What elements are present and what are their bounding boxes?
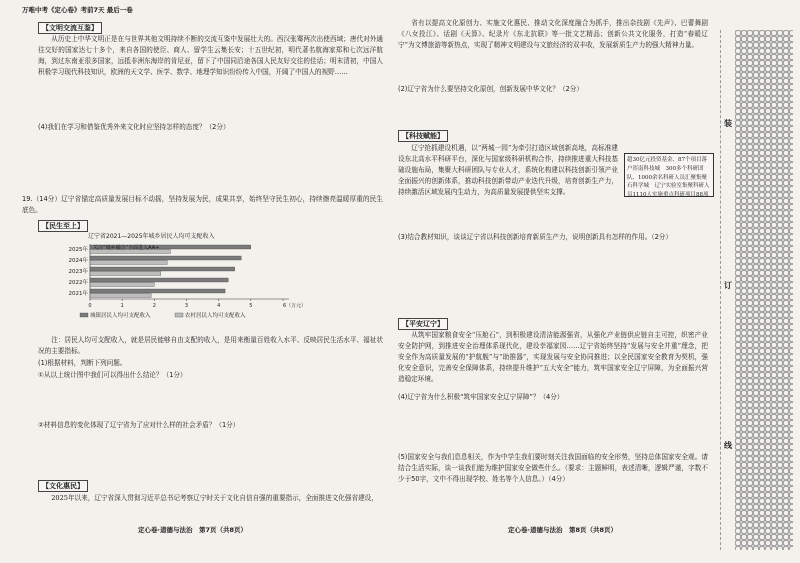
legend-swatch-urban (80, 313, 88, 317)
chart-note: 注：居民人均可支配收入，就是居民能够自由支配的收入，是用来衡量百姓收入水平、反映居民生活水平、福祉状况的主要指标。 (38, 336, 383, 355)
x-tick-label-0: 0 (88, 303, 92, 309)
culture-exchange-paragraph: 从历史上中华文明正是在与世界其他文明持续不断的交流互鉴中发展壮大的。西汉张骞两次出使西域；唐代对外通往交好的国家达七十多个，来自各国的使臣、商人、留学生云集长安；十五世纪初，明代著名航海家郑和七次远洋航海，到过东南亚很多国家，远抵非洲东海岸的肯尼亚，留下了中国同沿途各国人民友好交往的佳话；明末清初，中国人积极学习现代科技知识，欧洲的天文学、医学、数学、地理学知识纷纷传入中国，开阔了中国人的视野…… (38, 35, 383, 76)
binding-dashed-line (720, 30, 721, 550)
section-culture-exchange: 【文明交流互鉴】 (38, 22, 102, 34)
binding-char-ding: 订 (724, 281, 732, 290)
bar-rural-1 (90, 261, 167, 265)
question-1b: ②材料信息的变化体现了辽宁省为了应对什么样的社会矛盾？（1分） (38, 421, 240, 429)
category-label-2: 2023年 (68, 269, 88, 275)
question-5-right: (5)国家安全与我们息息相关，作为中学生我们要时刻关注我国面临的安全形势，坚持总体国家安全观。请结合生活实际，谈一谈我们能为维护国家安全做些什么。（要求：主题鲜明，表述清晰，逻辑严谨，字数不少于50字，文中不得出现学校、姓名等个人信息。）（4分） (398, 453, 708, 483)
culture-benefit-paragraph: 2025年以来，辽宁省深入贯彻习近平总书记考察辽宁时关于文化自信自强的重要指示，全面推进文化强省建设， (51, 494, 378, 502)
bar-urban-2 (90, 267, 235, 271)
category-label-1: 2024年 (68, 258, 88, 264)
bar-rural-4 (90, 294, 151, 298)
section-culture-benefit: 【文化惠民】 (38, 480, 88, 492)
bar-rural-2 (90, 272, 161, 276)
legend-label-urban: 城镇居民人均可支配收入 (90, 313, 151, 319)
header-text: 万唯中考《定心卷》考前7天 最后一卷 (22, 6, 133, 14)
culture-benefit-continued: 省有以提高文化原创力、实施文化惠民、推动文化深度融合为抓手，推出杂技剧《先声》、巴蕾舞剧《八女投江》、话剧《天算》、纪录片《东北抗联》等一批文艺精品；创新公共文化服务，打造“春暖辽宁”为文博旅游等新热点，实现了精神文明建设与文旅经济的双丰收，发展新质生产力的强大精神力量。 (398, 19, 708, 49)
question-2-right: (2)辽宁省为什么要坚持文化原创，创新发展中华文化？（2分） (398, 85, 583, 93)
bar-rural-3 (90, 283, 154, 287)
question-4-left: (4)我们在学习和借鉴优秀外来文化时应坚持怎样的态度？（2分） (38, 123, 230, 131)
x-tick-label-1: 1 (120, 303, 124, 309)
category-label-0: 2025年 (68, 247, 88, 253)
security-pattern-strip (735, 30, 793, 550)
section-livelihood: 【民生至上】 (38, 220, 88, 232)
footer-page-7: 定心卷·道德与法治 第7页（共8页） (138, 526, 248, 534)
x-tick-label-5: 5 (249, 303, 253, 309)
tech-data-box: 超30亿元投资基金、87个项目落户浑南科技城 300多个科研团队、1000余名科研人员汇聚集聚石科学城 辽宁实验室集聚科研人员1110人实施重点科研项目88项 (624, 153, 714, 197)
safety-paragraph: 从筑牢国家粮食安全“压舱石”，到积极建设清洁能源强省，从强化产业链供应链自主可控，织密产业安全防护网，到推进安全治理体系现代化，建设幸福家园……辽宁省始终坚持“发展与安全并重”理念，把安全作为高质量发展的“护航舰”与“助推器”，实现发展与安全协同推进；以全民国家安全教育为契机，强化安全意识，完善安全保障体系，持续提升维护“五大安全”能力，筑牢国家安全辽宁屏障，为全面振兴营造稳定环境。 (398, 331, 708, 383)
binding-char-xian: 线 (724, 441, 732, 450)
x-tick-label-4: 4 (217, 303, 221, 309)
x-tick-label-2: 2 (152, 303, 156, 309)
section-tech: 【科技赋能】 (398, 130, 448, 142)
tech-paragraph: 辽宁抢抓建设机遇，以“两城一园”为牵引打造区域创新高地，高标准建设东北高水平科研平台，深化与国家级科研机构合作，持续推进重大科技基础设施布局，集聚大科研团队与专业人才，系统化构建以科技创新引领产业全面振兴的创新体系，推动科技创新带动产业迭代升级，培育创新生产力，持续激活区域发展内生动力，为高质量发展提供坚实支撑。 (398, 144, 618, 196)
page-8 (398, 0, 708, 563)
chart-title: 辽宁省2021—2025年城乡居民人均可支配收入 (88, 233, 215, 240)
question-1a: ①从以上统计图中我们可以得出什么结论？（1分） (38, 371, 187, 379)
question-1: (1)根据材料，判断下列问题。 (38, 359, 127, 367)
question-3-right: (3)结合教材知识，谈谈辽宁省以科技创新培育新质生产力，说明创新具有怎样的作用。（2分） (398, 233, 672, 241)
legend-label-rural: 农村居民人均可支配收入 (185, 313, 246, 319)
chart-annotation: 关注“城乡融合”全面进入AA+ (93, 245, 160, 251)
page-7 (18, 0, 383, 563)
bar-urban-3 (90, 278, 228, 282)
category-label-4: 2021年 (68, 291, 88, 297)
footer-page-8: 定心卷·道德与法治 第8页（共8页） (508, 526, 618, 534)
legend-swatch-rural (175, 313, 183, 317)
x-tick-label-3: 3 (184, 303, 189, 309)
category-label-3: 2022年 (68, 280, 88, 286)
bar-urban-1 (90, 256, 241, 260)
bar-urban-4 (90, 289, 225, 293)
binding-char-zhuang: 装 (724, 119, 732, 128)
question-19: 19.（14分）辽宁省锚定高质量发展目标不动摇，坚持发展为民，成果共享，始终坚守民生初心，持续擦亮温暖厚重的民生底色。 (22, 195, 383, 214)
question-4-right: (4)辽宁省为什么积极“筑牢国家安全辽宁屏障”？（4分） (398, 393, 564, 401)
income-bar-chart (58, 240, 308, 332)
x-tick-label-6: 6（万元） (283, 303, 307, 309)
section-safety: 【平安辽宁】 (398, 318, 448, 330)
